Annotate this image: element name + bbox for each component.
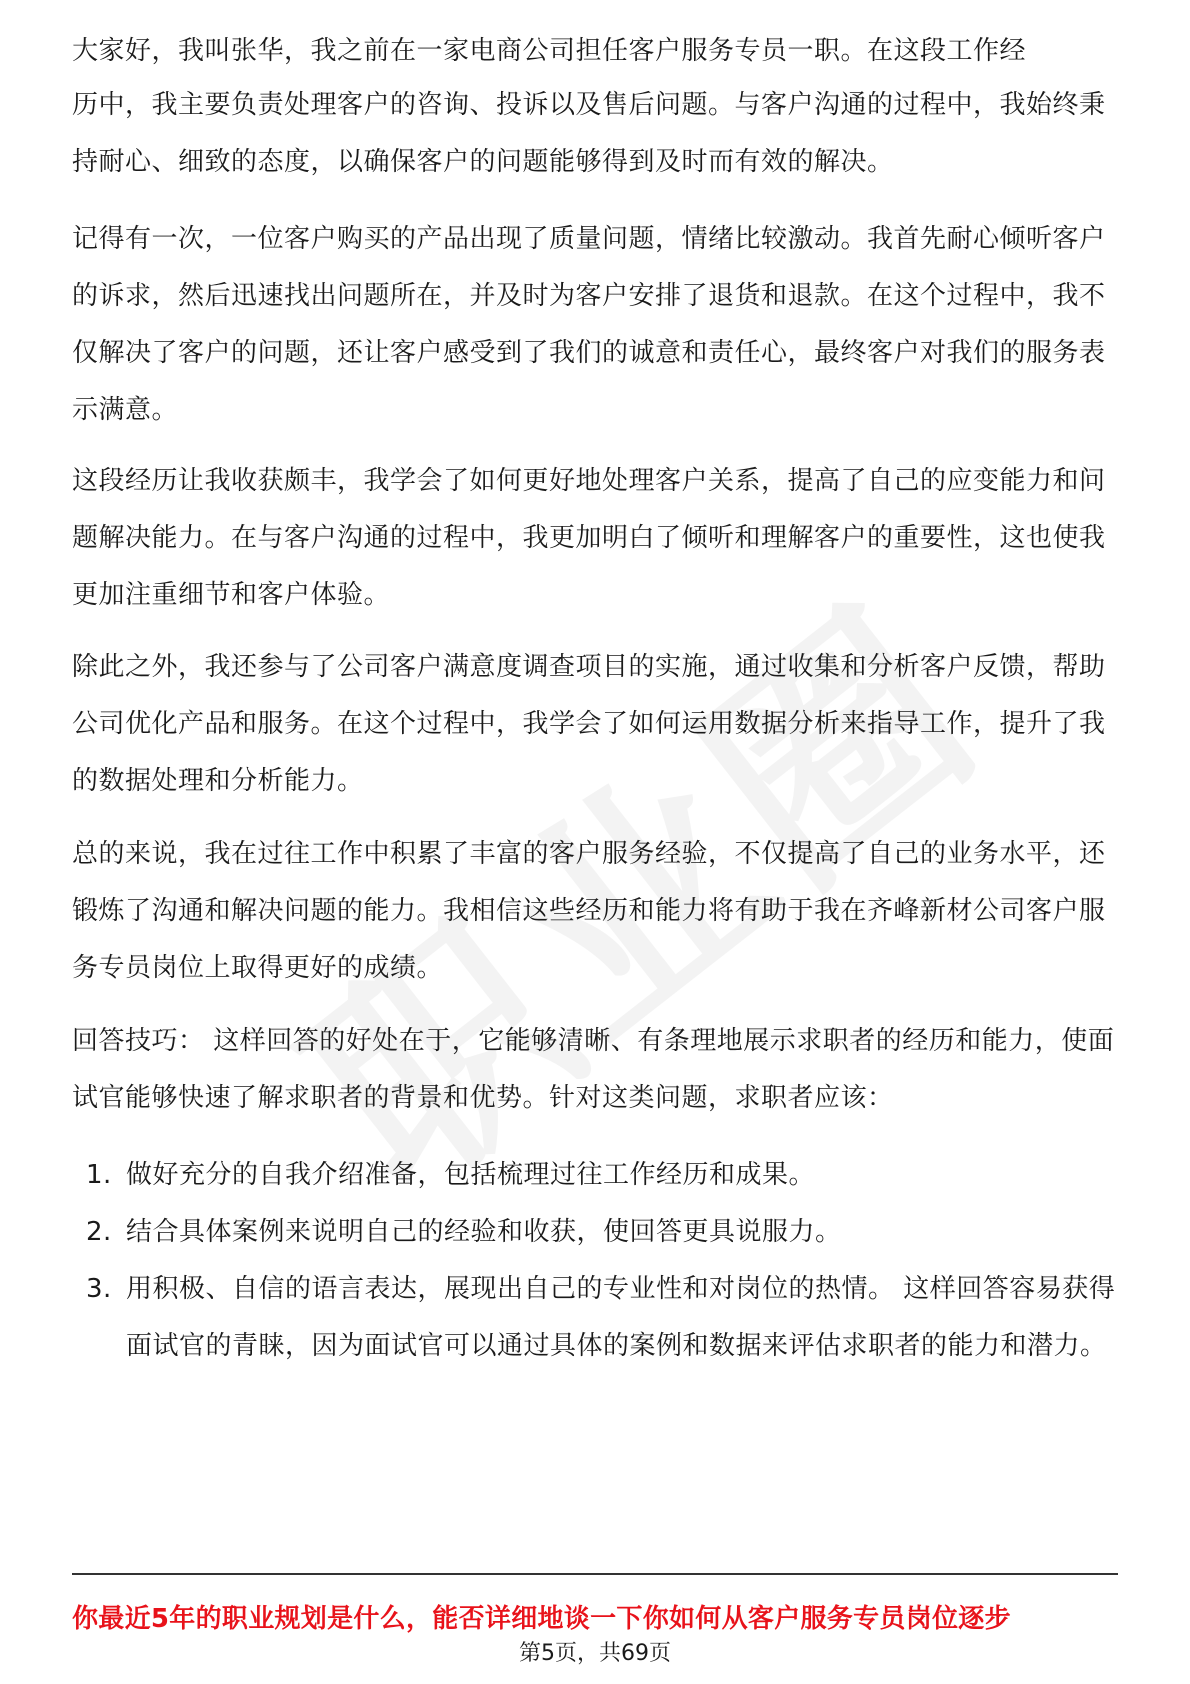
- list-item-text: 结合具体案例来说明自己的经验和收获，使回答更具说服力。: [126, 1217, 842, 1247]
- list-item-text: 用积极、自信的语言表达，展现出自己的专业性和对岗位的热情。 这样回答容易获得面试官的青睐，因为面试官可以通过具体的案例和数据来评估求职者的能力和潜力。: [126, 1274, 1116, 1361]
- paragraph-intro: 历中，我主要负责处理客户的咨询、投诉以及售后问题。与客户沟通的过程中，我始终秉持耐心、细致的态度，以确保客户的问题能够得到及时而有效的解决。: [72, 90, 1106, 177]
- list-item-number: 1.: [86, 1160, 112, 1190]
- list-item-number: 2.: [86, 1217, 112, 1247]
- list-item-text: 做好充分的自我介绍准备，包括梳理过往工作经历和成果。: [126, 1160, 816, 1190]
- list-item: [72, 1261, 1118, 1375]
- paragraph-gains: 这段经历让我收获颇丰，我学会了如何更好地处理客户关系，提高了自己的应变能力和问题解决能力。在与客户沟通的过程中，我更加明白了倾听和理解客户的重要性，这也使我更加注重细节和客户体验。: [72, 466, 1106, 610]
- list-item-number: 3.: [86, 1274, 112, 1304]
- section-divider: [72, 1573, 1118, 1575]
- tips-list: [72, 1147, 1118, 1375]
- clipped-top-line: [72, 0, 1118, 80]
- paragraph-example: 记得有一次，一位客户购买的产品出现了质量问题，情绪比较激动。我首先耐心倾听客户的诉求，然后迅速找出问题所在，并及时为客户安排了退货和退款。在这个过程中，我不仅解决了客户的问题，还让客户感受到了我们的诚意和责任心，最终客户对我们的服务表示满意。: [72, 224, 1106, 425]
- list-item: [72, 1204, 1118, 1261]
- paragraph-survey: 除此之外，我还参与了公司客户满意度调查项目的实施，通过收集和分析客户反馈，帮助公司优化产品和服务。在这个过程中，我学会了如何运用数据分析来指导工作，提升了我的数据处理和分析能力。: [72, 652, 1106, 796]
- list-item: [72, 1147, 1118, 1204]
- paragraph-clipped: 大家好，我叫张华，我之前在一家电商公司担任客户服务专员一职。在这段工作经: [72, 36, 1027, 66]
- page-number: 第5页，共69页: [519, 1641, 671, 1666]
- paragraph-summary: 总的来说，我在过往工作中积累了丰富的客户服务经验，不仅提高了自己的业务水平，还锻炼了沟通和解决问题的能力。我相信这些经历和能力将有助于我在齐峰新材公司客户服务专员岗位上取得更好的成绩。: [72, 839, 1106, 983]
- next-question-heading: 你最近5年的职业规划是什么，能否详细地谈一下你如何从客户服务专员岗位逐步: [72, 1604, 1011, 1634]
- paragraph-tips-intro: 回答技巧： 这样回答的好处在于，它能够清晰、有条理地展示求职者的经历和能力，使面试官能够快速了解求职者的背景和优势。针对这类问题，求职者应该：: [72, 1026, 1115, 1113]
